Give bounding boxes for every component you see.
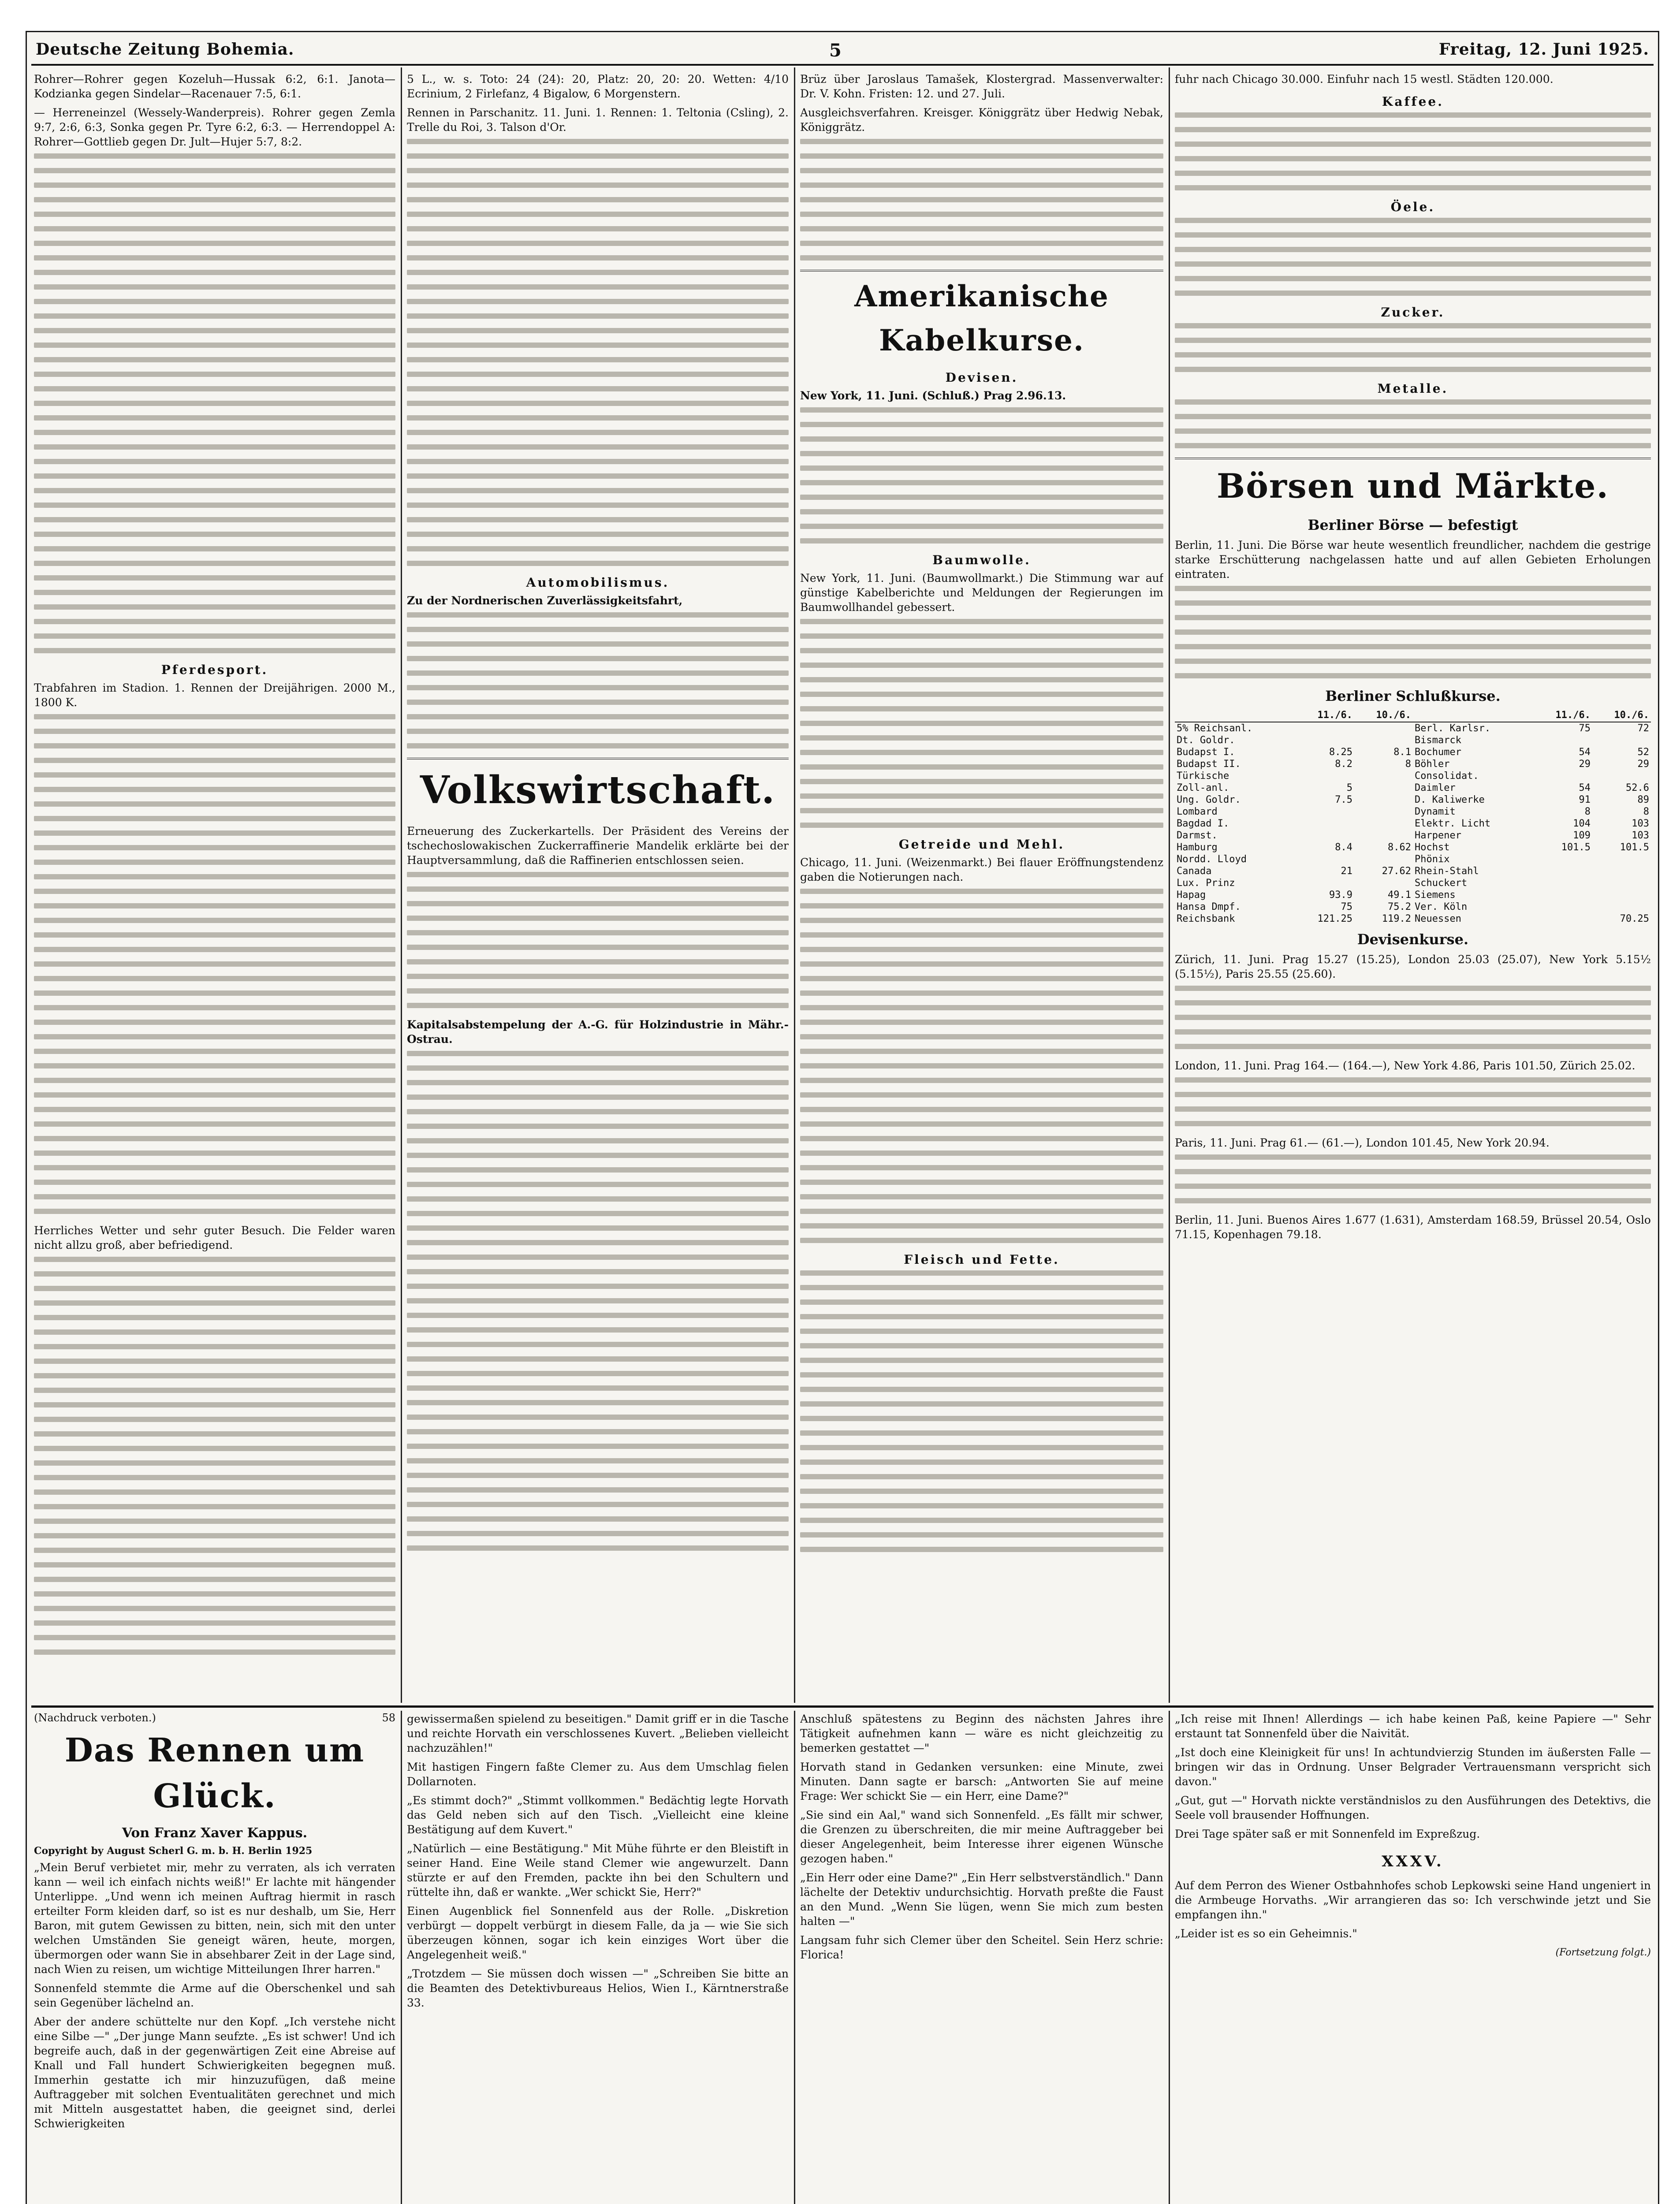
- text-block: [1175, 218, 1651, 296]
- security-name: Lombard: [1177, 806, 1218, 817]
- text-block: [1175, 112, 1651, 190]
- header-paper-name: Deutsche Zeitung Bohemia.: [36, 40, 294, 59]
- serial-paragraph: „Es stimmt doch?" „Stimmt vollkommen." Bedächtig legte Horvath das Geld neben sich auf den Tisch. „Vielleicht eine kleine Bestätigung auf dem Kuvert.": [407, 1794, 789, 1836]
- security-name: Siemens: [1414, 890, 1456, 901]
- security-name: Lux. Prinz: [1177, 878, 1235, 889]
- feuilleton-column-4: [1175, 1712, 1651, 2204]
- quote-value: 29: [1579, 759, 1591, 770]
- quote-value: [1296, 830, 1354, 841]
- serial-paragraph: „Natürlich — eine Bestätigung." Mit Mühe führte er den Bleistift in seiner Hand. Eine Weile stand Clemer wie angewurzelt. Dann stürzte er auf den Fremden, packte ihn bei den Schultern und rüttelte ihn, daß er wankte. „Wer schickt Sie, Herr?": [407, 1842, 789, 1899]
- security-name: D. Kaliwerke: [1414, 794, 1485, 805]
- quote-value: [1592, 853, 1651, 865]
- section-heading: Getreide und Mehl.: [898, 837, 1065, 852]
- column-rule: [794, 1711, 795, 2204]
- section-heading: Automobilismus.: [526, 575, 670, 590]
- quote-value: [1296, 853, 1354, 865]
- quote-value: [1296, 806, 1354, 818]
- quote-row: [1175, 830, 1651, 841]
- security-name: Hamburg: [1177, 842, 1218, 853]
- security-name: Hochst: [1414, 842, 1450, 853]
- quote-value: [1592, 865, 1651, 877]
- col-header: 10./6.: [1592, 709, 1651, 722]
- section-title-kabelkurse: Amerikanische Kabelkurse.: [854, 279, 1109, 357]
- quote-value: [1354, 853, 1413, 865]
- security-name: Schuckert: [1414, 878, 1468, 889]
- security-name: Dynamit: [1414, 806, 1456, 817]
- article-text: Herrliches Wetter und sehr guter Besuch. Die Felder waren nicht allzu groß, aber befriedigend.: [34, 1224, 395, 1251]
- text-block: [1175, 399, 1651, 448]
- quote-row: [1175, 865, 1651, 877]
- quote-value: 27.62: [1382, 866, 1411, 877]
- article-text: Rennen in Parschanitz. 11. Juni. 1. Rennen: 1. Teltonia (Csling), 2. Trelle du Roi, 3. Talson d'Or.: [407, 106, 789, 134]
- quote-row: [1175, 734, 1651, 746]
- quote-value: [1534, 877, 1592, 889]
- quote-value: [1354, 818, 1413, 830]
- quote-value: 119.2: [1382, 913, 1411, 924]
- quote-row: [1175, 841, 1651, 853]
- security-name: Phönix: [1414, 854, 1450, 865]
- quote-value: 29: [1637, 759, 1649, 770]
- text-block: [800, 889, 1163, 1243]
- column-rule: [794, 67, 795, 1703]
- newspaper-page: [26, 31, 1659, 2204]
- quote-value: 54: [1579, 747, 1591, 758]
- text-block: [407, 872, 789, 1008]
- article-text: Trabfahren im Stadion. 1. Rennen der Dreijährigen. 2000 M., 1800 K.: [34, 681, 395, 709]
- continued-note: (Fortsetzung folgt.): [1555, 1947, 1651, 1958]
- serial-paragraph: „Ist doch eine Kleinigkeit für uns! In achtundvierzig Stunden im äußersten Falle — bringen wir das in Ordnung. Unser Belgrader Vertrauensmann verspricht sich davon.": [1175, 1746, 1651, 1788]
- security-name: Daimler: [1414, 782, 1456, 793]
- section-heading: Pferdesport.: [161, 663, 268, 677]
- quote-value: 49.1: [1388, 890, 1411, 901]
- feuilleton-column-1: [34, 1712, 395, 2204]
- security-name: Bagdad I.: [1177, 818, 1229, 829]
- quote-value: [1592, 889, 1651, 901]
- copyright-line: Copyright by August Scherl G. m. b. H. Berlin 1925: [34, 1845, 313, 1857]
- security-name: Dt. Goldr.: [1177, 735, 1235, 746]
- quote-value: 101.5: [1561, 842, 1591, 853]
- text-block: [407, 612, 789, 748]
- quote-value: [1534, 913, 1592, 925]
- quote-value: 75.2: [1388, 901, 1411, 912]
- quote-value: 54: [1579, 782, 1591, 793]
- quote-row: [1175, 877, 1651, 889]
- security-name: Hansa Dmpf.: [1177, 901, 1241, 912]
- section-heading: Kaffee.: [1382, 94, 1444, 109]
- quote-value: 72: [1637, 723, 1649, 734]
- quote-value: [1534, 865, 1592, 877]
- serial-paragraph: „Sie sind ein Aal," wand sich Sonnenfeld. „Es fällt mir schwer, die Grenzen zu überschreiten, die mir meine Auftraggeber bei dieser Angelegenheit, beim Interesse ihrer eigenen Wünsche gezogen haben.": [800, 1809, 1163, 1865]
- quote-value: [1354, 877, 1413, 889]
- article-text: Zürich, 11. Juni. Prag 15.27 (15.25), London 25.03 (25.07), New York 5.15½ (5.15½), Paris 25.55 (25.60).: [1175, 953, 1651, 980]
- serial-paragraph: „Ich reise mit Ihnen! Allerdings — ich habe keinen Paß, keine Papiere —" Sehr erstaunt tat Sonnenfeld über die Naivität.: [1175, 1713, 1651, 1740]
- article-text: Berlin, 11. Juni. Buenos Aires 1.677 (1.631), Amsterdam 168.59, Brüssel 20.54, Oslo 71.15, Kopenhagen 79.18.: [1175, 1214, 1651, 1241]
- security-name: Hapag: [1177, 890, 1206, 901]
- serial-paragraph: „Leider ist es so ein Geheimnis.": [1175, 1927, 1357, 1940]
- serial-title: Das Rennen um Glück.: [64, 1731, 365, 1815]
- security-name: Zoll-anl.: [1177, 782, 1229, 793]
- quote-row: [1175, 722, 1651, 734]
- serial-paragraph: „Trotzdem — Sie müssen doch wissen —" „Schreiben Sie bitte an die Beamten des Detektivbureaus Helios, Wien I., Kärntnerstraße 33.: [407, 1967, 789, 2009]
- section-heading: Fleisch und Fette.: [904, 1252, 1060, 1267]
- serial-paragraph: Langsam fuhr sich Clemer über den Scheitel. Sein Herz schrie: Florica!: [800, 1934, 1163, 1961]
- text-block: [1175, 586, 1651, 678]
- security-name: Neuessen: [1414, 913, 1461, 924]
- quote-value: 8: [1405, 759, 1411, 770]
- quote-row: [1175, 913, 1651, 925]
- berlin-boerse-heading: Berliner Börse — befestigt: [1307, 517, 1518, 533]
- quote-value: 109: [1573, 830, 1591, 841]
- security-name: Canada: [1177, 866, 1212, 877]
- installment-number: 58: [382, 1712, 395, 1724]
- quote-value: [1592, 734, 1651, 746]
- security-name: Nordd. Lloyd: [1177, 854, 1247, 865]
- security-name: Berl. Karlsr.: [1414, 723, 1491, 734]
- text-block: [800, 139, 1163, 261]
- text-block: [1175, 323, 1651, 372]
- article-text: fuhr nach Chicago 30.000. Einfuhr nach 15 westl. Städten 120.000.: [1175, 73, 1553, 86]
- text-block: [34, 153, 395, 653]
- serial-paragraph: Mit hastigen Fingern faßte Clemer zu. Aus dem Umschlag fielen Dollarnoten.: [407, 1761, 789, 1788]
- article-text: Rohrer—Rohrer gegen Kozeluh—Hussak 6:2, 6:1. Janota—Kodzianka gegen Sindelar—Racenauer 7:5, 6:1.: [34, 73, 395, 100]
- quote-value: [1534, 889, 1592, 901]
- quote-row: [1175, 746, 1651, 758]
- quote-value: 8.4: [1335, 842, 1352, 853]
- article-text: Brüz über Jaroslaus Tamašek, Klostergrad. Massenverwalter: Dr. V. Kohn. Fristen: 12. und 27. Juli.: [800, 73, 1163, 100]
- quote-value: 121.25: [1317, 913, 1352, 924]
- serial-paragraph: „Mein Beruf verbietet mir, mehr zu verraten, als ich verraten kann — weil ich einfach nichts weiß!" Er lachte mit hängender Unterlippe. „Und wenn ich meinen Auftrag hiermit in rasch erteilter Form kleiden darf, so ist es nur deshalb, um Sie, Herr Baron, mit gutem Gewissen zu bitten, nein, sich mit den unter welchen Umständen Sie geneigt wären, heute, morgen, übermorgen oder wann Sie in absehbarer Zeit in der Lage sind, nach Wien zu reisen, um wichtige Mitteilungen Ihrer harren.": [34, 1861, 395, 1976]
- col-header: 11./6.: [1296, 709, 1354, 722]
- quote-value: 8: [1643, 806, 1649, 817]
- quote-row: [1175, 770, 1651, 782]
- security-name: Harpener: [1414, 830, 1461, 841]
- serial-paragraph: „Gut, gut —" Horvath nickte verständnislos zu den Ausführungen des Detektivs, die Seele voll brausender Hoffnungen.: [1175, 1794, 1651, 1821]
- quote-value: 75: [1341, 901, 1352, 912]
- quote-value: [1296, 818, 1354, 830]
- quote-value: [1534, 734, 1592, 746]
- schlusskurse-rows: [1175, 722, 1651, 925]
- text-block: [1175, 986, 1651, 1049]
- text-block: [800, 1270, 1163, 1552]
- text-block: [407, 139, 789, 566]
- header-date: Freitag, 12. Juni 1925.: [1438, 40, 1649, 59]
- column-1: [34, 72, 395, 1698]
- quote-value: 8.62: [1388, 842, 1411, 853]
- serial-paragraph: Horvath stand in Gedanken versunken: eine Minute, zwei Minuten. Dann sagte er barsch: „Antworten Sie auf meine Frage: Wer schickt Sie — ein Herr, eine Dame?": [800, 1761, 1163, 1802]
- schlusskurse-heading: Berliner Schlußkurse.: [1325, 688, 1501, 704]
- col-header: 11./6.: [1534, 709, 1592, 722]
- quote-row: [1175, 889, 1651, 901]
- serial-paragraph: Anschluß spätestens zu Beginn des nächsten Jahres ihre Tätigkeit aufnehmen kann — wäre es nicht gleichzeitig zu bemerken gestattet —": [800, 1713, 1163, 1754]
- serial-paragraph: „Ein Herr oder eine Dame?" „Ein Herr selbstverständlich." Dann lächelte der Detektiv undurchsichtig. Horvath preßte die Faust an den Mund. „Wenn Sie lügen, wenn Sie mich zum besten halten —": [800, 1871, 1163, 1928]
- quote-value: [1354, 794, 1413, 806]
- column-rule: [401, 1711, 402, 2204]
- quote-value: [1354, 806, 1413, 818]
- text-block: [800, 619, 1163, 828]
- security-name: Bismarck: [1414, 735, 1461, 746]
- article-text: Chicago, 11. Juni. (Weizenmarkt.) Bei flauer Eröffnungstendenz gaben die Notierungen nach.: [800, 856, 1163, 883]
- column-2: [407, 72, 789, 1698]
- section-heading: Metalle.: [1377, 381, 1449, 396]
- security-name: Elektr. Licht: [1414, 818, 1491, 829]
- quote-value: 8.2: [1335, 759, 1352, 770]
- security-name: Budapst II.: [1177, 759, 1241, 770]
- serial-paragraph: Sonnenfeld stemmte die Arme auf die Oberschenkel und sah sein Gegenüber lächelnd an.: [34, 1982, 395, 2009]
- article-text: — Herreneinzel (Wessely-Wanderpreis). Rohrer gegen Zemla 9:7, 2:6, 6:3, Sonka gegen Pr. Tyre 6:2, 6:3. — Herrendoppel A: Rohrer—Gottlieb gegen Dr. Jult—Hujer 5:7, 8:2.: [34, 106, 395, 148]
- quote-row: [1175, 758, 1651, 770]
- quote-row: [1175, 901, 1651, 913]
- column-rule: [1169, 67, 1170, 1703]
- security-name: Ung. Goldr.: [1177, 794, 1241, 805]
- quote-value: [1296, 734, 1354, 746]
- schlusskurse-table: [1175, 709, 1651, 925]
- quote-value: [1592, 901, 1651, 913]
- quote-value: [1296, 722, 1354, 734]
- quote-value: 75: [1579, 723, 1591, 734]
- quote-value: [1534, 853, 1592, 865]
- quote-value: [1296, 877, 1354, 889]
- devisenkurse-heading: Devisenkurse.: [1357, 931, 1469, 948]
- column-rule: [1169, 1711, 1170, 2204]
- text-block: [407, 1051, 789, 1551]
- quote-row: [1175, 782, 1651, 794]
- quote-value: 8.1: [1393, 747, 1411, 758]
- quote-value: 7.5: [1335, 794, 1352, 805]
- serial-paragraph: Aber der andere schüttelte nur den Kopf. „Ich verstehe nicht eine Silbe —" „Der junge Mann seufzte. „Es ist schwer! Und ich begreife auch, daß in der gegenwärtigen Zeit eine Abreise auf Knall und Fall hundert Schwierigkeiten begegnen muß. Immerhin gestatte ich mir hinzuzufügen, daß meine Auftraggeber mit solchen Eventualitäten gerechnet und mich mit Mitteln ausgestattet haben, die geeignet sind, derlei Schwierigkeiten: [34, 2015, 395, 2130]
- text-block: [34, 714, 395, 1214]
- quote-value: 5: [1346, 782, 1352, 793]
- column-rule: [401, 67, 402, 1703]
- quote-value: 8.25: [1329, 747, 1352, 758]
- quote-row: [1175, 818, 1651, 830]
- quote-value: [1534, 901, 1592, 913]
- quote-value: [1592, 770, 1651, 782]
- quote-row: [1175, 794, 1651, 806]
- quote-value: [1354, 722, 1413, 734]
- quote-value: 52.6: [1626, 782, 1649, 793]
- quote-value: [1534, 770, 1592, 782]
- feuilleton-column-2: [407, 1712, 789, 2204]
- security-name: Rhein-Stahl: [1414, 866, 1479, 877]
- quote-value: [1354, 770, 1413, 782]
- security-name: Ver. Köln: [1414, 901, 1468, 912]
- article-text: New York, 11. Juni. (Baumwollmarkt.) Die Stimmung war auf günstige Kabelberichte und Meldungen der Regierungen im Baumwollhandel gebessert.: [800, 572, 1163, 614]
- security-name: Bochumer: [1414, 747, 1461, 758]
- text-block: [1175, 1077, 1651, 1126]
- security-name: Böhler: [1414, 759, 1450, 770]
- security-name: Darmst.: [1177, 830, 1218, 841]
- header-rule: [31, 64, 1654, 66]
- article-text: 5 L., w. s. Toto: 24 (24): 20, Platz: 20, 20: 20. Wetten: 4/10 Ecrinium, 2 Firlefanz, 4 Bigalow, 6 Morgenstern.: [407, 73, 789, 100]
- quote-row: [1175, 806, 1651, 818]
- section-heading: Baumwolle.: [932, 553, 1031, 567]
- quote-value: [1354, 782, 1413, 794]
- security-name: 5% Reichsanl.: [1177, 723, 1253, 734]
- section-heading: Devisen.: [945, 370, 1018, 385]
- quote-value: [1354, 734, 1413, 746]
- serial-paragraph: Einen Augenblick fiel Sonnenfeld aus der Rolle. „Diskretion verbürgt — doppelt verbürgt in diesem Falle, da ja — wie Sie sich überzeugen können, sogar ich kein einziges Wort über die Angelegenheit weiß.": [407, 1905, 789, 1961]
- quote-value: 103: [1632, 818, 1649, 829]
- quote-value: 91: [1579, 794, 1591, 805]
- chapter-number: XXXV.: [1382, 1853, 1444, 1870]
- quote-value: 104: [1573, 818, 1591, 829]
- reprint-notice: (Nachdruck verboten.): [34, 1712, 156, 1724]
- quote-value: 103: [1632, 830, 1649, 841]
- article-text: Erneuerung des Zuckerkartells. Der Präsident des Vereins der tschechoslowakischen Zuckerraffinerie Mandelik erklärte bei der Hauptversammlung, daß die Raffinerien entschlossen seien.: [407, 825, 789, 867]
- section-heading: Öele.: [1390, 200, 1435, 214]
- article-text: London, 11. Juni. Prag 164.— (164.—), New York 4.86, Paris 101.50, Zürich 25.02.: [1175, 1059, 1635, 1072]
- text-block: [800, 407, 1163, 544]
- column-3: [800, 72, 1163, 1698]
- quote-value: 70.25: [1620, 913, 1649, 924]
- quote-value: 93.9: [1329, 890, 1352, 901]
- article-text: Berlin, 11. Juni. Die Börse war heute wesentlich freundlicher, nachdem die gestrige starke Erschütterung nachgelassen hatte und auf allen Gebieten Erholungen eintraten.: [1175, 539, 1651, 581]
- security-name: Consolidat.: [1414, 771, 1479, 782]
- article-text: Zu der Nordnerischen Zuverlässigkeitsfahrt,: [407, 594, 683, 607]
- col-header: 10./6.: [1354, 709, 1413, 722]
- section-title-volkswirtschaft: Volkswirtschaft.: [420, 768, 776, 812]
- quote-value: 52: [1637, 747, 1649, 758]
- security-name: Budapst I.: [1177, 747, 1235, 758]
- text-block: [1175, 1154, 1651, 1203]
- quote-row: [1175, 853, 1651, 865]
- serial-author: Von Franz Xaver Kappus.: [122, 1825, 308, 1841]
- security-name: Reichsbank: [1177, 913, 1235, 924]
- feuilleton-rule: [31, 1705, 1654, 1708]
- quote-value: 101.5: [1620, 842, 1649, 853]
- quote-value: 21: [1341, 866, 1352, 877]
- header-page-number: 5: [829, 40, 842, 61]
- serial-paragraph: Auf dem Perron des Wiener Ostbahnhofes schob Lepkowski seine Hand ungeniert in die Armbeuge Horvaths. „Wir arrangieren das so: Ich verschwinde jetzt und Sie empfangen ihn.": [1175, 1879, 1651, 1921]
- column-4: [1175, 72, 1651, 1698]
- article-text: Kapitalsabstempelung der A.-G. für Holzindustrie in Mähr.-Ostrau.: [407, 1018, 789, 1046]
- quote-value: [1296, 770, 1354, 782]
- quote-line: New York, 11. Juni. (Schluß.) Prag 2.96.13.: [800, 389, 1066, 402]
- section-title-boersen: Börsen und Märkte.: [1217, 466, 1609, 506]
- article-text: Ausgleichsverfahren. Kreisger. Königgrätz über Hedwig Nebak, Königgrätz.: [800, 106, 1163, 134]
- serial-paragraph: gewissermaßen spielend zu beseitigen." Damit griff er in die Tasche und reichte Horvath ein verschlossenes Kuvert. „Belieben vielleicht nachzuzählen!": [407, 1713, 789, 1754]
- quote-value: [1592, 877, 1651, 889]
- quote-value: 89: [1637, 794, 1649, 805]
- feuilleton-column-3: [800, 1712, 1163, 2204]
- text-block: [34, 1257, 395, 1655]
- quote-value: [1354, 830, 1413, 841]
- security-name: Türkische: [1177, 771, 1229, 782]
- article-text: Paris, 11. Juni. Prag 61.— (61.—), London 101.45, New York 20.94.: [1175, 1136, 1550, 1149]
- quote-value: 8: [1584, 806, 1591, 817]
- section-heading: Zucker.: [1381, 305, 1445, 320]
- serial-paragraph: Drei Tage später saß er mit Sonnenfeld im Expreßzug.: [1175, 1828, 1480, 1840]
